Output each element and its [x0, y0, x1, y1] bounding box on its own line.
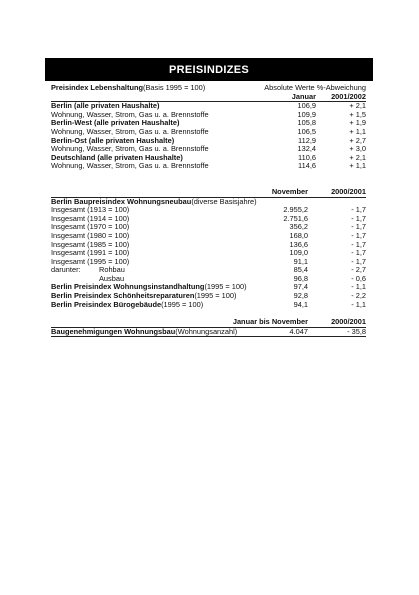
- row-change: + 3,0: [349, 144, 366, 154]
- row-change: - 1,7: [351, 256, 366, 266]
- lebenshaltung-title-row: [51, 84, 366, 93]
- row-label: Wohnung, Wasser, Strom, Gas u. a. Brennstoffe: [51, 161, 209, 171]
- bau-col2-header: 2000/2001: [331, 186, 366, 196]
- row-label-note: (1995 = 100): [161, 299, 204, 309]
- bau-title-note: (diverse Basisjahre): [191, 196, 257, 206]
- row-change: - 2,2: [351, 291, 366, 301]
- row-value: 112,9: [298, 135, 316, 145]
- row-label-note: (1995 = 100): [204, 282, 247, 292]
- row-change: + 2,1: [349, 152, 366, 162]
- row-label: Berlin-Ost (alle privaten Haushalte): [51, 135, 175, 145]
- row-change: - 1,7: [351, 205, 366, 215]
- genehmigungen-title: Baugenehmigungen Wohnungsbau: [51, 326, 176, 336]
- row-change: - 1,1: [351, 299, 366, 309]
- row-value: 106,5: [297, 126, 316, 136]
- row-change: - 1,7: [351, 230, 366, 240]
- row-label: Insgesamt (1985 = 100): [51, 239, 130, 249]
- row-change: + 1,1: [349, 161, 366, 171]
- row-value: 2.955,2: [283, 205, 308, 215]
- row-value: 109,9: [297, 109, 316, 119]
- row-value: 105,8: [297, 118, 316, 128]
- genehmigungen-value: 4.047: [289, 326, 308, 336]
- row-label: Berlin (alle privaten Haushalte): [51, 101, 160, 111]
- rohbau-change: - 2,7: [351, 265, 366, 275]
- row-change: + 1,9: [349, 118, 366, 128]
- genehmigungen-note: (Wohnungsanzahl): [175, 326, 238, 336]
- row-change: - 1,7: [351, 248, 366, 258]
- row-label: Wohnung, Wasser, Strom, Gas u. a. Brennstoffe: [51, 109, 209, 119]
- row-label-title: Berlin Preisindex Bürogebäude: [51, 299, 162, 309]
- row-value: 110,6: [298, 152, 316, 162]
- row-label-note: (1995 = 100): [194, 291, 237, 301]
- row-label: Deutschland (alle privaten Haushalte): [51, 152, 183, 162]
- row-label: Insgesamt (1980 = 100): [51, 230, 130, 240]
- row-value: 106,9: [297, 101, 316, 111]
- price-index-table: [51, 84, 366, 337]
- lebenshaltung-col2-header: 2001/2002: [331, 91, 366, 101]
- rohbau-label: Rohbau: [99, 265, 125, 275]
- bau-title: Berlin Baupreisindex Wohnungsneubau: [51, 196, 192, 206]
- row-value: 168,0: [289, 230, 308, 240]
- lebenshaltung-column-note: Absolute Werte %-Abweichung: [264, 83, 366, 92]
- row-label: Insgesamt (1970 = 100): [51, 222, 130, 232]
- genehmigungen-change: - 35,8: [347, 326, 366, 336]
- row-value: 92,8: [293, 291, 308, 301]
- genehmigungen-col2-header: 2000/2001: [331, 317, 366, 327]
- row-change: - 1,7: [351, 213, 366, 223]
- row-change: - 1,1: [351, 282, 366, 292]
- row-change: + 1,5: [349, 109, 366, 119]
- row-label: Berlin-West (alle privaten Haushalte): [51, 118, 180, 128]
- row-label: Insgesamt (1991 = 100): [51, 248, 130, 258]
- row-value: 109,0: [289, 248, 308, 258]
- extra-index-row: [51, 301, 366, 310]
- row-value: 132,4: [297, 144, 316, 154]
- row-label: Wohnung, Wasser, Strom, Gas u. a. Brennstoffe: [51, 126, 209, 136]
- row-change: - 1,7: [351, 239, 366, 249]
- row-value: 94,1: [293, 299, 308, 309]
- row-value: 136,6: [289, 239, 308, 249]
- row-label: Insgesamt (1913 = 100): [51, 205, 130, 215]
- row-label: Insgesamt (1914 = 100): [51, 213, 130, 223]
- row-label-title: Berlin Preisindex Schönheitsreparaturen: [51, 291, 195, 301]
- row-change: - 1,7: [351, 222, 366, 232]
- row-value: 114,6: [298, 161, 316, 171]
- row-change: + 2,1: [349, 101, 366, 111]
- row-change: + 1,1: [349, 126, 366, 136]
- row-label: Insgesamt (1995 = 100): [51, 256, 130, 266]
- ausbau-label: Ausbau: [99, 273, 125, 283]
- row-label: Wohnung, Wasser, Strom, Gas u. a. Brennstoffe: [51, 144, 209, 154]
- rohbau-value: 85,4: [293, 265, 308, 275]
- page-banner: [45, 58, 373, 81]
- lebenshaltung-basis: (Basis 1995 = 100): [143, 83, 206, 92]
- row-change: + 2,7: [349, 135, 366, 145]
- darunter-label: darunter:: [51, 265, 81, 275]
- bau-col1-header: November: [271, 186, 308, 196]
- row-value: 356,2: [289, 222, 308, 232]
- row-label: [51, 301, 248, 310]
- lebenshaltung-col1-header: Januar: [291, 91, 316, 101]
- genehmigungen-row: [51, 328, 366, 338]
- row-value: 91,1: [293, 256, 308, 266]
- ausbau-change: - 0,6: [351, 273, 366, 283]
- row-value: 97,4: [293, 282, 308, 292]
- ausbau-value: 96,8: [293, 273, 308, 283]
- genehmigungen-col1-header: Januar bis November: [232, 317, 308, 327]
- lebenshaltung-title: Preisindex Lebenshaltung: [51, 83, 143, 92]
- banner-title: PREISINDIZES: [168, 63, 249, 76]
- lebenshaltung-row: [51, 162, 366, 171]
- row-label-title: Berlin Preisindex Wohnungsinstandhaltung: [51, 282, 205, 292]
- row-value: 2.751,6: [283, 213, 308, 223]
